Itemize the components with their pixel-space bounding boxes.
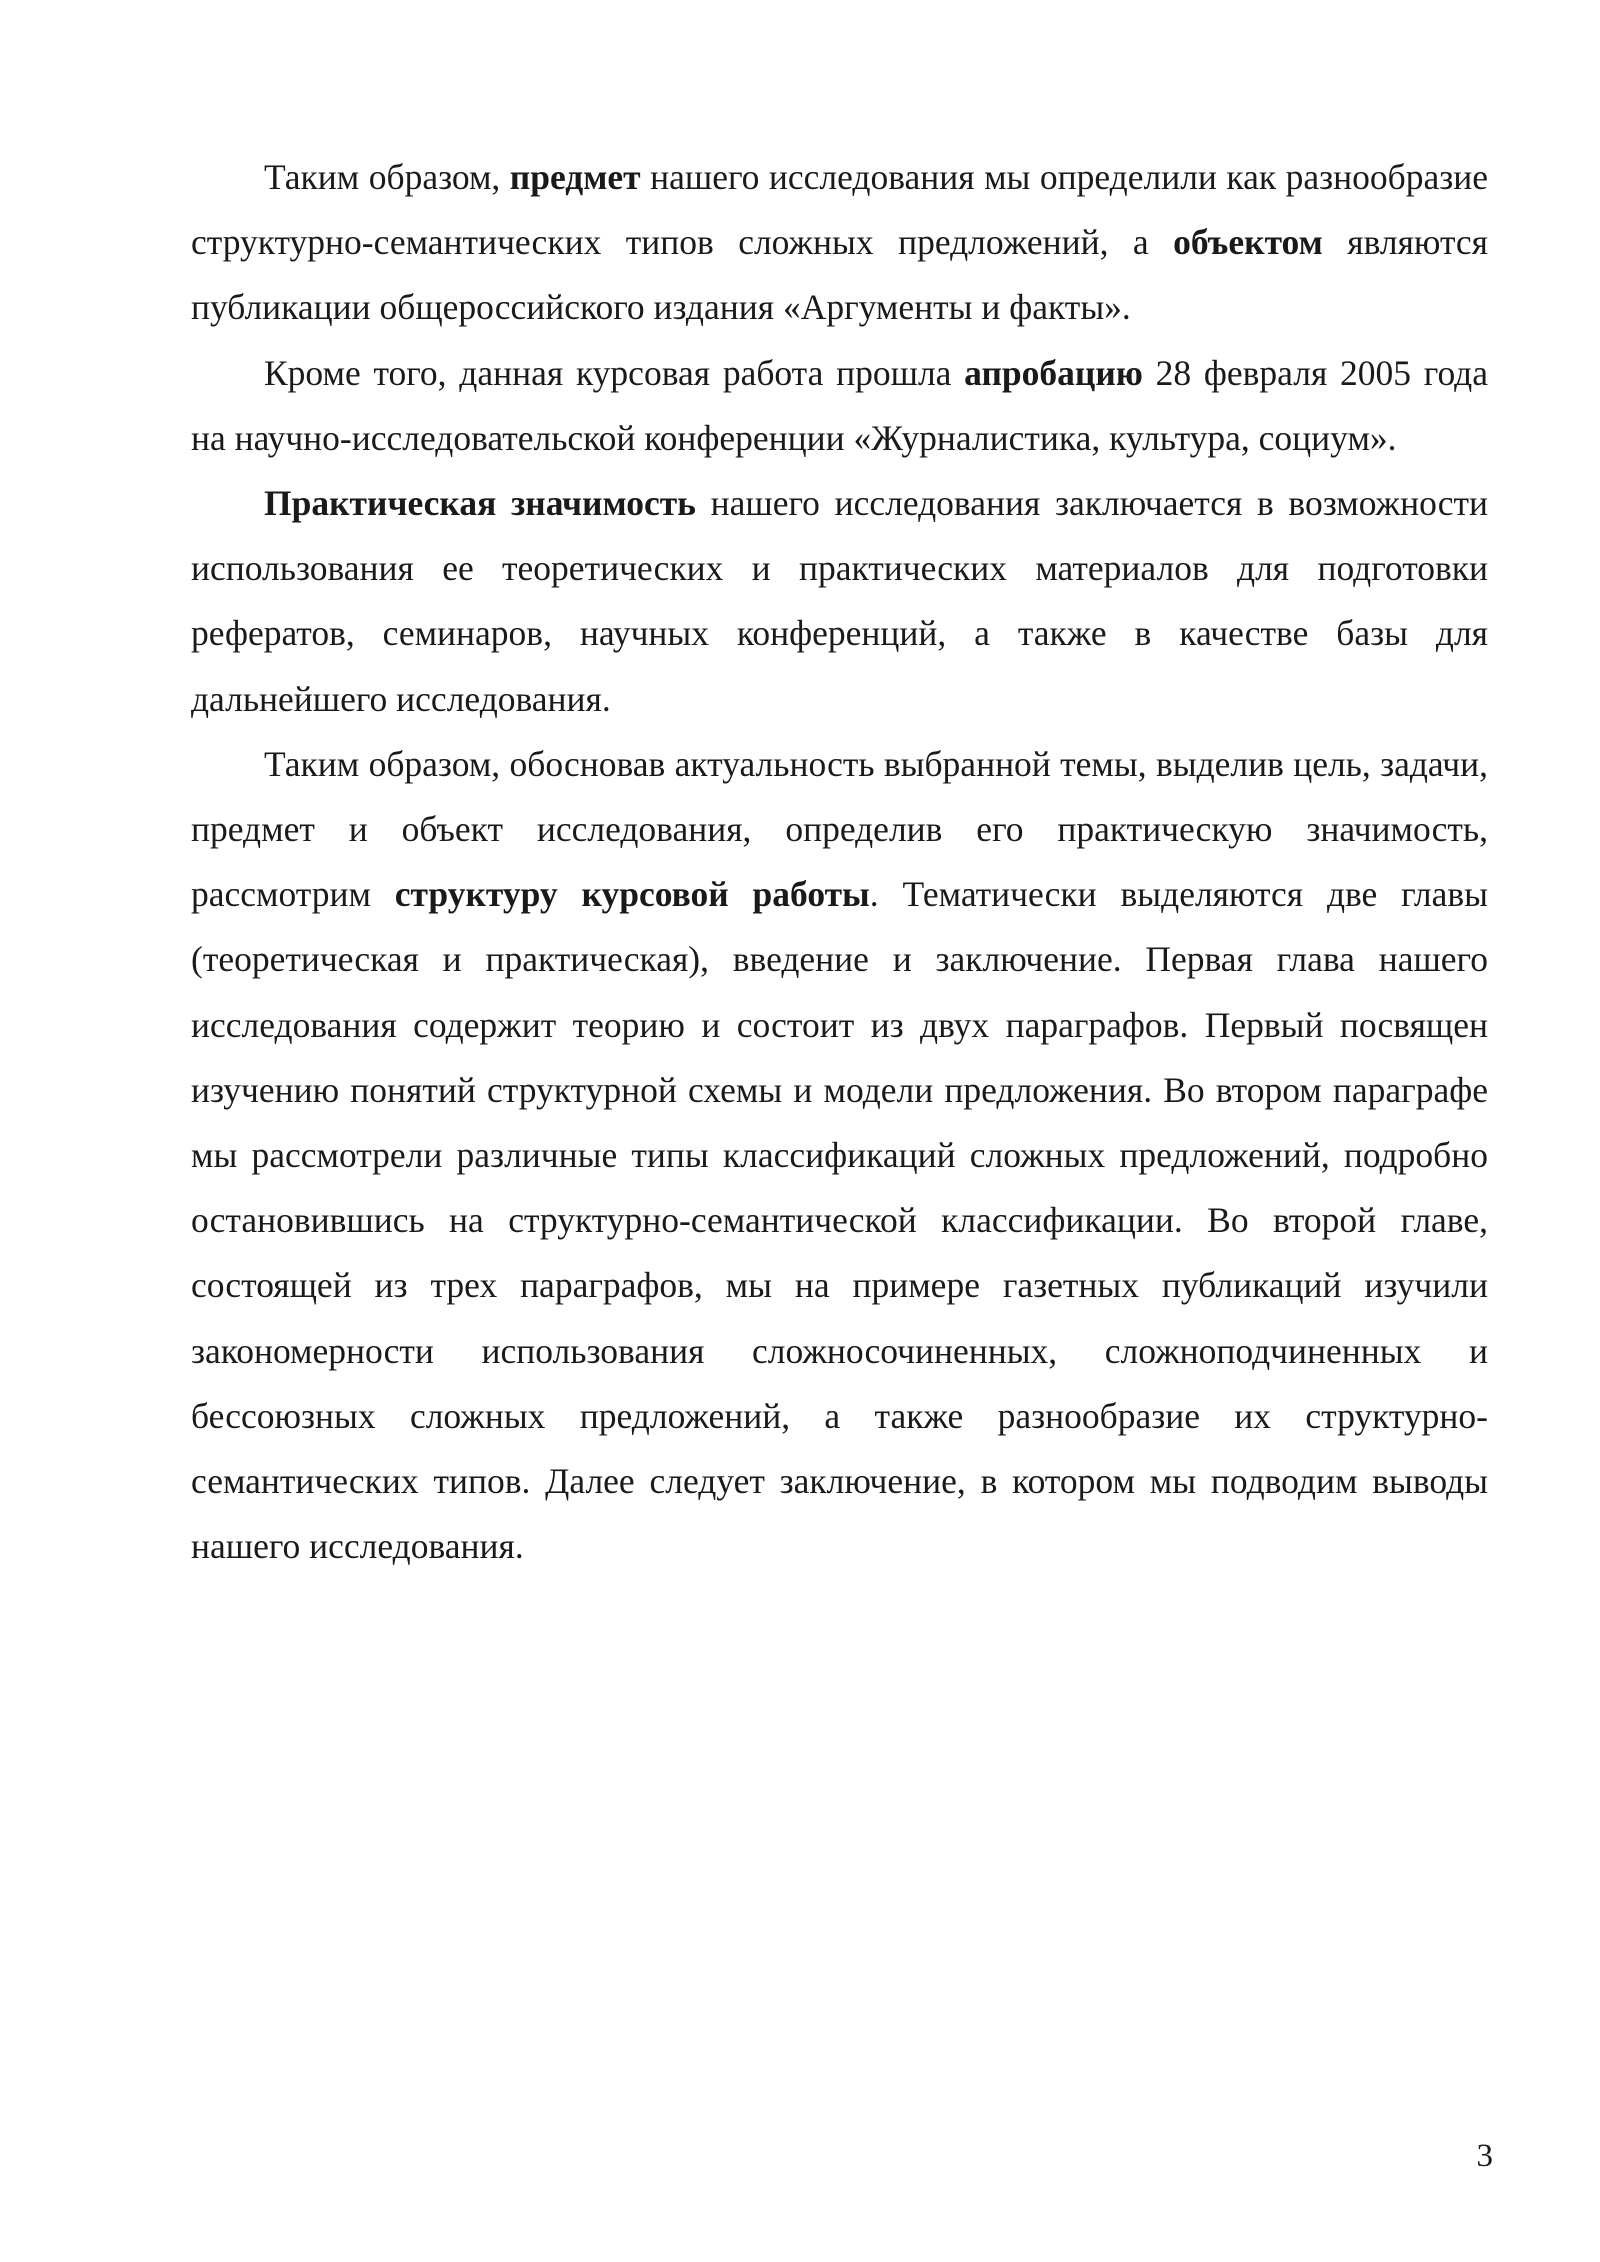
text-run: Таким образом,: [264, 157, 510, 197]
bold-term-practical-significance: Практическая значимость: [264, 483, 696, 524]
text-run: . Тематически выделяются две главы (теоретическая и практическая), введение и заключение. Первая глава нашего исследования содержит теорию и состоит из двух параграфов. Первый посвящен изучению понятий структурной схемы и модели предложения. Во втором параграфе мы рассмотрели различные типы классификаций сложных предложений, подробно остановившись на структурно-семантической классификации. Во второй главе, состоящей из трех параграфов, мы на примере газетных публикаций изучили закономерности использования сложносочиненных, сложноподчиненных и бессоюзных сложных предложений, а также разнообразие их структурно-семантических типов. Далее следует заключение, в котором мы подводим выводы нашего исследования.: [191, 874, 1489, 1567]
bold-term-subject: предмет: [509, 157, 641, 197]
text-run: Кроме того, данная курсовая работа прошла: [264, 352, 965, 393]
bold-term-approbation: апробацию: [964, 352, 1143, 393]
text-run: нашего исследования мы определили как разнообразие структурно-семантических типов сложных предложений, а: [191, 157, 1488, 263]
paragraph-approbation: [191, 341, 1488, 471]
text-run: Таким образом, обосновав актуальность выбранной темы, выделив цель, задачи, предмет и объект исследования, определив его практическую значимость, рассмотрим: [191, 743, 1488, 915]
bold-term-object: объектом: [1173, 222, 1323, 263]
text-run: нашего исследования заключается в возможности использования ее теоретических и практических материалов для подготовки рефератов, семинаров, научных конференций, а также в качестве базы для дальнейшего исследования.: [191, 483, 1488, 719]
page-number: 3: [1476, 2138, 1493, 2174]
paragraph-practical-significance: [191, 471, 1488, 732]
body-text: [191, 145, 1488, 1579]
bold-term-structure: структуру курсовой работы: [394, 874, 870, 915]
text-run: 28 февраля 2005 года на научно-исследовательской конференции «Журналистика, культура, социум».: [191, 352, 1488, 458]
paragraph-subject-object: [191, 145, 1488, 341]
paragraph-structure: [191, 732, 1488, 1580]
text-run: являются публикации общероссийского издания «Аргументы и факты».: [191, 222, 1488, 328]
